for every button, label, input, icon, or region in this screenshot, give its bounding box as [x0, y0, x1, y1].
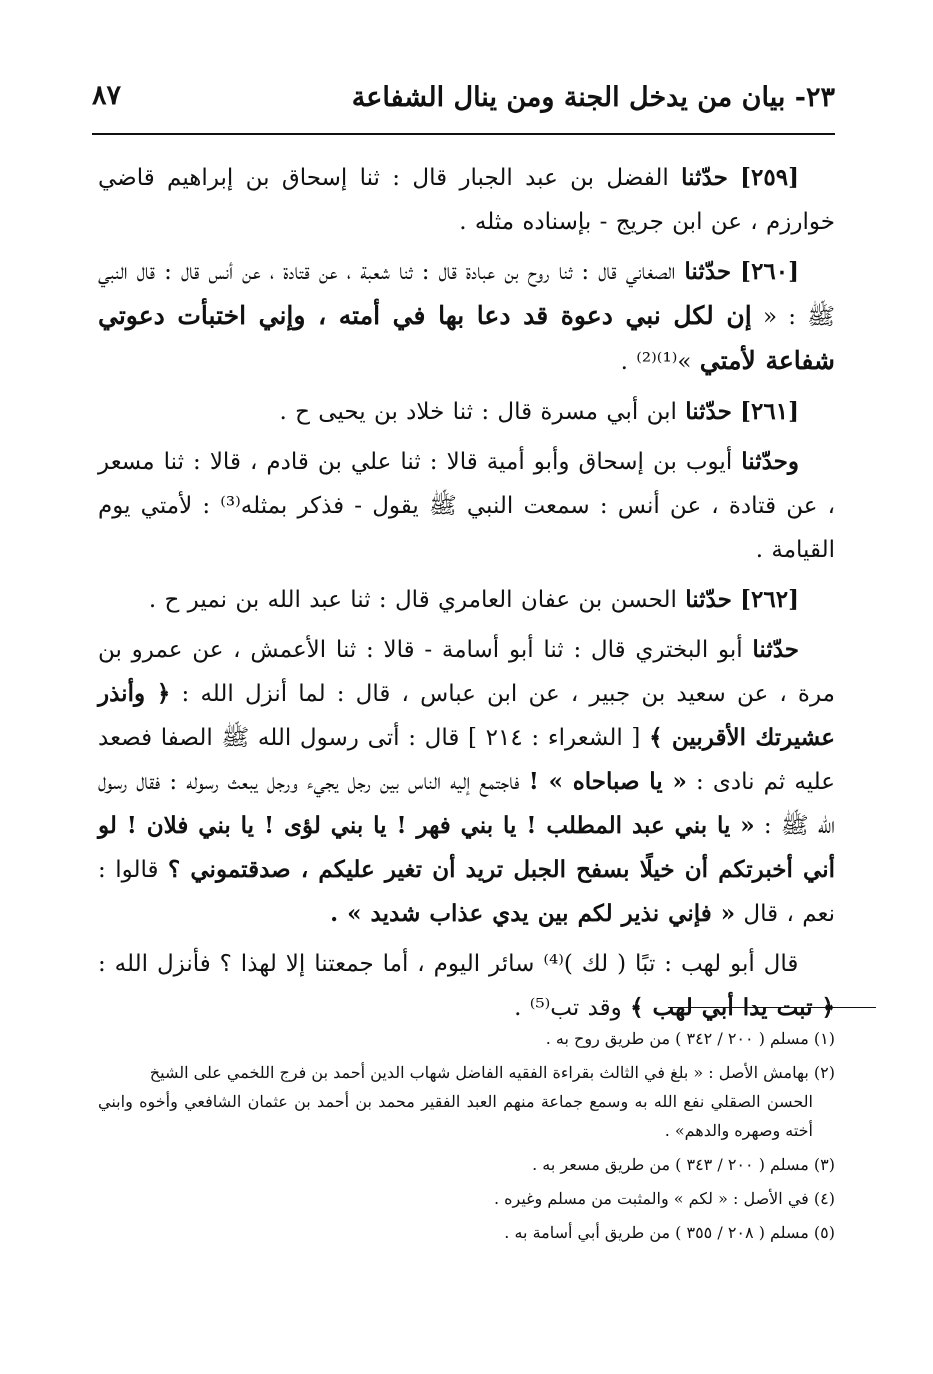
footnote-mark: (٤) [813, 1189, 835, 1208]
hadith-text: [ الشعراء : ٢١٤ ] قال : أتى رسول الله ﷺ الصفا فصعد عليه ثم نادى : [98, 725, 836, 795]
footnote-text: مسلم ( ٢٠٨ / ٣٥٥ ) من طريق أبي أسامة به . [504, 1223, 809, 1242]
hadith-lead: حدّثنا [752, 636, 800, 663]
footnote-mark: (١) [813, 1029, 835, 1048]
prophetic-saying: « يا صباحاه » ! [528, 768, 687, 795]
hadith-text: ابن أبي مسرة قال : ثنا خلاد بن يحيى ح . [279, 399, 677, 425]
footnote-mark: (٣) [813, 1155, 835, 1174]
hadith-262 [98, 578, 835, 622]
hadith-lead: حدّثنا [684, 258, 732, 285]
hadith-text: فاجتمع إليه الناس بين رجل يجيء ورجل يبعث رسوله : فقال رسول الله ﷺ : [98, 769, 835, 839]
footnote-5 [98, 1218, 835, 1247]
page-header [92, 78, 835, 122]
hadith-number: [٢٦١] [740, 398, 799, 425]
prophetic-saying: « يا بني عبد المطلب ! يا بني فهر ! يا بني لؤى ! يا بني فلان ! لو أني أخبرتكم أن خيلًا بسفح الجبل تريد أن تغير عليكم ، صدقتموني ؟ [98, 812, 836, 883]
footnote-mark: (٢) [813, 1063, 835, 1082]
hadith-261-chain [98, 440, 835, 572]
running-title: ٢٣- بيان من يدخل الجنة ومن ينال الشفاعة [351, 82, 835, 113]
hadith-text: أيوب بن إسحاق وأبو أمية قالا : ثنا علي بن قادم ، قالا : ثنا مسعر ، عن قتادة ، عن أنس : سمعت النبي ﷺ يقول - فذكر بمثله⁽³⁾ : لأمتي يوم القيامة . [98, 449, 835, 563]
hadith-261 [98, 390, 835, 434]
hadith-260 [98, 250, 835, 384]
header-rule [92, 133, 835, 135]
footnote-3 [98, 1150, 835, 1179]
footnote-text: في الأصل : « لكم » والمثبت من مسلم وغيره . [493, 1189, 809, 1208]
hadith-lead: حدّثنا [685, 586, 732, 613]
footnotes [98, 1024, 835, 1252]
hadith-number: [٢٦٢] [740, 586, 799, 613]
footnote-text: الحسن الصقلي نفع الله به وسمع جماعة منهم العبد الفقير محمد بن أحمد بن عثمان الشافعي وأخوه وابني أخته وصهره والدهم» . [98, 1092, 813, 1140]
hadith-text: الفضل بن عبد الجبار قال : ثنا إسحاق بن إبراهيم قاضي خوارزم ، عن ابن جريج - بإسناده مثله . [98, 165, 835, 235]
hadith-lead: حدّثنا [685, 398, 732, 425]
footnote-4 [98, 1184, 835, 1213]
hadith-text: »⁽¹⁾⁽²⁾ . [620, 349, 692, 375]
quran-verse: ﴿ وأنذر عشيرتك الأقربين ﴾ [98, 680, 835, 751]
hadith-262-chain [98, 628, 835, 936]
footnote-text: مسلم ( ٢٠٠ / ٣٤٣ ) من طريق مسعر به . [532, 1155, 809, 1174]
footnote-2 [98, 1058, 835, 1145]
footnote-text: مسلم ( ٢٠٠ / ٣٤٢ ) من طريق روح به . [545, 1029, 809, 1048]
hadith-number: [٢٦٠] [740, 258, 800, 285]
hadith-text: قال أبو لهب : تبًا ( لك )⁽⁴⁾ سائر اليوم ، أما جمعتنا إلا لهذا ؟ فأنزل الله : [98, 951, 799, 977]
footnote-text: بهامش الأصل : « بلغ في الثالث بقراءة الفقيه الفاضل شهاب الدين أحمد بن فرج اللخمي على الشيخ [149, 1063, 809, 1082]
abu-lahab-paragraph [98, 942, 835, 1030]
prophetic-saying: « فإني نذير لكم بين يدي عذاب شديد » . [330, 900, 736, 927]
hadith-lead: حدّثنا [681, 164, 728, 191]
page-number: ٨٧ [92, 80, 122, 111]
prophetic-saying: إن لكل نبي دعوة قد دعا بها في أمته ، وإني اختبأت دعوتي شفاعة لأمتي [98, 301, 835, 375]
hadith-text: الحسن بن عفان العامري قال : ثنا عبد الله بن نمير ح . [148, 587, 677, 613]
hadith-259 [98, 156, 835, 244]
footnote-1 [98, 1024, 835, 1053]
hadith-number: [٢٥٩] [740, 164, 799, 191]
quran-verse: ﴿ تبت يدا أبي لهب ﴾ [630, 994, 835, 1021]
hadith-text: قالوا : نعم ، قال [98, 857, 835, 927]
main-text [98, 156, 835, 1036]
footnote-mark: (٥) [813, 1223, 835, 1242]
hadith-text: أبو البختري قال : ثنا أبو أسامة - قالا : ثنا الأعمش ، عن عمرو بن مرة ، عن سعيد بن جبير ، عن ابن عباس ، قال : لما أنزل الله : [98, 637, 835, 707]
footnote-rule [668, 1007, 876, 1008]
hadith-lead: وحدّثنا [741, 448, 799, 475]
hadith-text: الصغاني قال : ثنا روح بن عبادة قال : ثنا شعبة ، عن قتادة ، عن أنس قال : قال النبي ﷺ : « [98, 259, 835, 330]
hadith-text: وقد تب⁽⁵⁾ . [514, 995, 622, 1021]
